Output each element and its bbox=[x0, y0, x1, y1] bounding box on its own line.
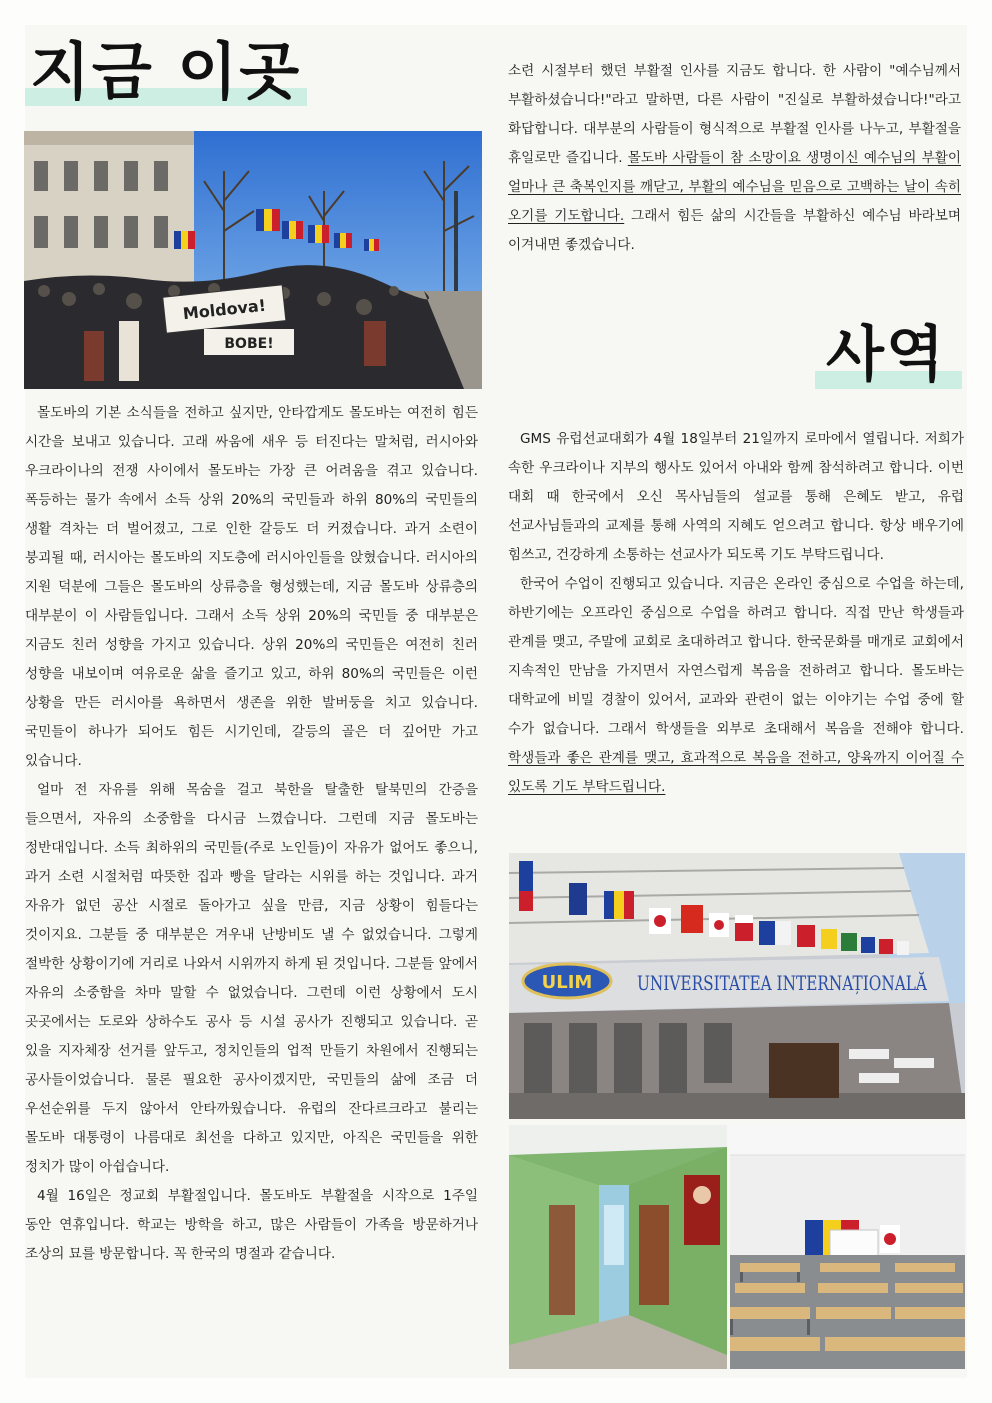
left-column-text bbox=[25, 399, 478, 1269]
paragraph: GMS 유럽선교대회가 4월 18일부터 21일까지 로마에서 열립니다. 저희가 속한 우크라이나 지부의 행사도 있어서 아내와 함께 참석하려고 합니다. 이번 대회 때 한국에서 오신 목사님들의 설교를 통해 은혜도 받고, 유럽 선교사님들과의 교제를 통해 사역의 지혜도 얻으려고 합니다. 항상 배우기에 힘쓰고, 건강하게 소통하는 선교사가 되도록 기도 부탁드립니다. bbox=[508, 431, 964, 563]
section-title-now-here: 지금 이곳 bbox=[30, 35, 302, 108]
easter-greeting-text bbox=[508, 57, 961, 260]
paragraph: 몰도바의 기본 소식들을 전하고 싶지만, 안타깝게도 몰도바는 여전히 힘든 시간을 보내고 있습니다. 고래 싸움에 새우 등 터진다는 말처럼, 러시아와 우크라이나의 전쟁 사이에서 몰도바는 가장 큰 어려움을 겪고 있습니다. 폭등하는 물가 속에서 소득 상위 20%의 국민들과 하위 80%의 국민들의 생활 격차는 더 벌어졌고, 그로 인한 갈등도 더 커졌습니다. 과거 소련이 붕괴될 때, 러시아는 몰도바의 지도층에 러시아인들을 앉혔습니다. 러시아의 지원 덕분에 그들은 몰도바의 상류층을 형성했는데, 지금 몰도바 상류층의 대부분이 이 사람들입니다. 그래서 소득 상위 20%의 국민들 중 대부분은 지금도 친러 성향을 가지고 있습니다. 상위 20%의 국민들은 여전히 친러 성향을 내보이며 여유로운 삶을 즐기고 있고, 하위 80%의 국민들은 이런 상황을 만든 러시아를 욕하면서 생존을 위한 발버둥을 치고 있습니다. 국민들이 하나가 되어도 힘든 시기인데, 갈등의 골은 더 깊어만 가고 있습니다. bbox=[25, 405, 478, 769]
paragraph: 4월 16일은 정교회 부활절입니다. 몰도바도 부활절을 시작으로 1주일 동안 연휴입니다. 학교는 방학을 하고, 많은 사람들이 가족을 방문하거나 조상의 묘를 방문합니다. 꼭 한국의 명절과 같습니다. bbox=[25, 1188, 478, 1262]
classroom-photo bbox=[730, 1125, 965, 1369]
protest-banner-text: Moldova! bbox=[181, 295, 267, 324]
university-name-text: UNIVERSITATEA INTERNAȚIONALĂ bbox=[637, 971, 928, 995]
university-logo-text: ULIM bbox=[541, 972, 593, 993]
ministry-text bbox=[508, 425, 964, 802]
protest-banner-text-2: ВОВЕ! bbox=[224, 336, 274, 352]
university-photo bbox=[509, 853, 965, 1119]
text-span: 그래서 힘든 삶의 시간들을 부활하신 예수님 바라보며 이겨내면 좋겠습니다. bbox=[508, 208, 961, 253]
text-span: 소련 시절부터 했던 부활절 인사를 지금도 합니다. 한 사람이 "예수님께서 부활하셨습니다!"라고 말하면, 다른 사람이 "진실로 부활하셨습니다!"라고 화답합니다. 대부분의 사람들이 형식적으로 부활절 인사를 나누고, 부활절을 휴일로만 즐깁니다. bbox=[508, 63, 961, 166]
prayer-request-underlined: 학생들과 좋은 관계를 맺고, 효과적으로 복음을 전하고, 양육까지 이어질 수 있도록 기도 부탁드립니다. bbox=[508, 750, 964, 795]
protest-photo bbox=[24, 131, 482, 389]
section-title-ministry: 사역 bbox=[826, 320, 946, 390]
paragraph: 얼마 전 자유를 위해 목숨을 걸고 북한을 탈출한 탈북민의 간증을 들으면서, 자유의 소중함을 다시금 느꼈습니다. 그런데 지금 몰도바는 정반대입니다. 소득 최하위의 국민들(주로 노인들)이 자유가 없어도 좋으니, 과거 소련 시절처럼 따뜻한 집과 빵을 달라는 시위를 하는 것입니다. 과거 자유가 없던 공산 시절로 돌아가고 싶을 만큼, 지금 상황이 힘들다는 것이지요. 그분들 중 대부분은 겨우내 난방비도 낼 수 없었습니다. 그렇게 절박한 상황이기에 거리로 나와서 시위까지 하게 된 것입니다. 그분들 앞에서 자유의 소중함을 차마 말할 수 없었습니다. 그런데 이런 상황에서 도시 곳곳에서는 도로와 상하수도 공사 등 시설 공사가 진행되고 있습니다. 곧 있을 지자체장 선거를 앞두고, 정치인들의 업적 만들기 차원에서 진행되는 공사들이었습니다. 물론 필요한 공사이겠지만, 국민들의 삶에 조금 더 우선순위를 두지 않아서 안타까웠습니다. 유럽의 잔다르크라고 불리는 몰도바 대통령이 나름대로 최선을 다하고 있지만, 아직은 국민들을 위한 정치가 많이 아쉽습니다. bbox=[25, 782, 478, 1175]
prayer-request-underlined: 몰도바 사람들이 참 소망이요 생명이신 예수님의 부활이 얼마나 큰 축복인지를 깨닫고, 부활의 예수님을 믿음으로 고백하는 날이 속히 오기를 기도합니다. bbox=[508, 150, 962, 224]
text-span: 한국어 수업이 진행되고 있습니다. 지금은 온라인 중심으로 수업을 하는데, 하반기에는 오프라인 중심으로 수업을 하려고 합니다. 직접 만난 학생들과 관계를 맺고, 주말에 교회로 초대하려고 합니다. 한국문화를 매개로 교회에서 지속적인 만남을 가지면서 자연스럽게 복음을 전하려고 합니다. 몰도바는 대학교에 비밀 경찰이 있어서, 교과와 관련이 없는 이야기는 수업 중에 할 수가 없습니다. 그래서 학생들을 외부로 초대해서 복음을 전해야 합니다. bbox=[508, 576, 964, 737]
hallway-photo bbox=[509, 1125, 727, 1369]
